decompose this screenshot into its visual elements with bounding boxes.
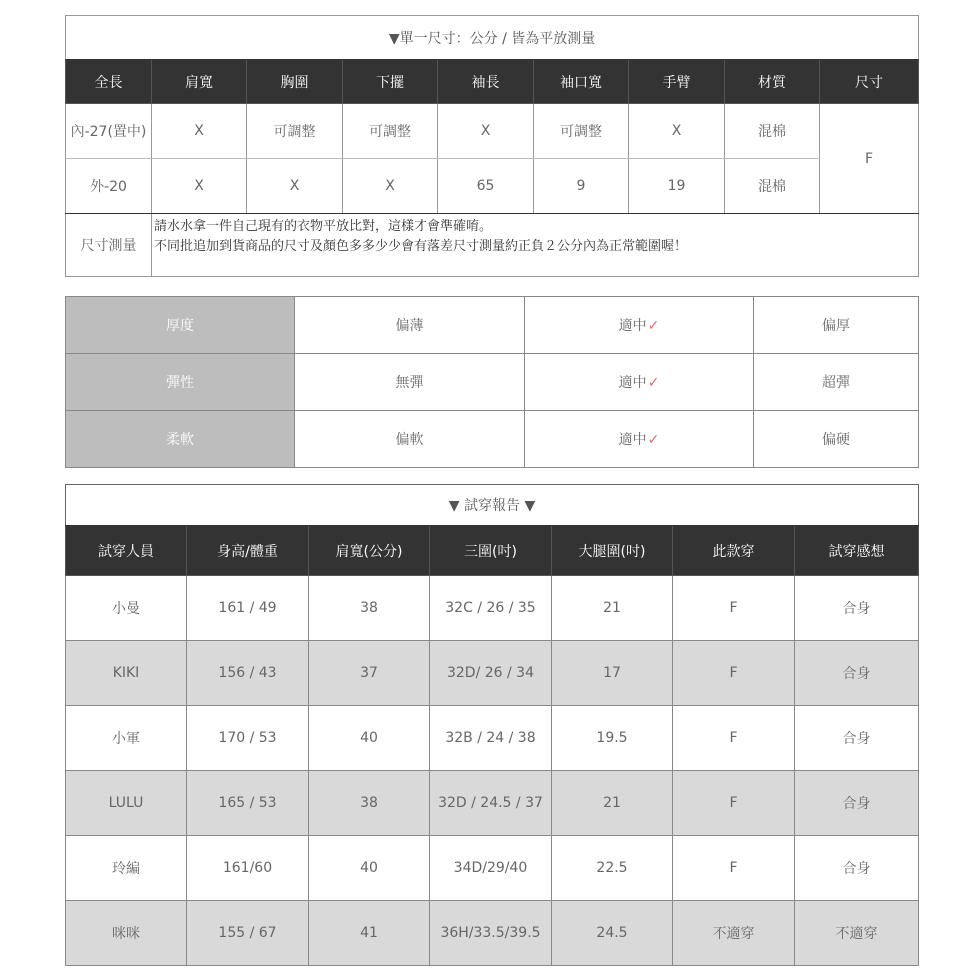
tryon-header-cell: 身高/體重 [187,526,309,576]
fabric-option-label: 適中 [618,375,647,391]
size-note-text [152,214,919,277]
size-cell: X [152,159,247,214]
fabric-option-label: 適中 [618,432,647,448]
tryon-cell: F [673,706,795,771]
tryon-cell: 21 [552,771,673,836]
fabric-table [65,296,919,468]
tryon-row [66,836,919,901]
tryon-row [66,901,919,966]
tryon-cell: 155 / 67 [187,901,309,966]
fabric-row-softness [66,411,919,468]
tryon-table [65,484,919,966]
size-header-cell: 下擺 [343,60,438,104]
size-cell: X [152,104,247,159]
fabric-option: 偏硬 [754,411,919,468]
tryon-cell: 玲編 [66,836,187,901]
size-cell: X [438,104,534,159]
tryon-cell: 合身 [795,641,919,706]
tryon-cell: 32C / 26 / 35 [430,576,552,641]
tryon-cell: 17 [552,641,673,706]
tryon-cell: F [673,836,795,901]
size-cell: 外-20 [66,159,152,214]
size-cell: 混棉 [725,104,820,159]
tryon-cell: 32D/ 26 / 34 [430,641,552,706]
fabric-row-thickness [66,297,919,354]
tryon-cell: 不適穿 [795,901,919,966]
size-header-cell: 袖口寬 [534,60,629,104]
tryon-header-cell: 肩寬(公分) [309,526,430,576]
size-header-cell: 手臂 [629,60,725,104]
size-table-row [66,159,919,214]
tryon-header-cell: 三圍(吋) [430,526,552,576]
tryon-cell: 咪咪 [66,901,187,966]
tryon-header-row [66,526,919,576]
size-header-cell: 胸圍 [247,60,343,104]
tryon-cell: LULU [66,771,187,836]
fabric-option: 偏厚 [754,297,919,354]
tryon-cell: 19.5 [552,706,673,771]
fabric-attribute: 厚度 [66,297,295,354]
tryon-cell: 合身 [795,771,919,836]
size-table [65,15,919,277]
size-cell: 可調整 [247,104,343,159]
size-header-cell: 肩寬 [152,60,247,104]
size-cell: 9 [534,159,629,214]
tryon-cell: 37 [309,641,430,706]
tryon-cell: F [673,641,795,706]
tryon-header-cell: 大腿圍(吋) [552,526,673,576]
fabric-row-elasticity [66,354,919,411]
tryon-cell: 40 [309,836,430,901]
tryon-cell: 不適穿 [673,901,795,966]
fabric-option: 偏軟 [295,411,525,468]
size-header-cell: 尺寸 [820,60,919,104]
tryon-cell: 32B / 24 / 38 [430,706,552,771]
tryon-cell: F [673,771,795,836]
tryon-cell: 小軍 [66,706,187,771]
tryon-header-cell: 試穿感想 [795,526,919,576]
tryon-header-cell: 試穿人員 [66,526,187,576]
tryon-cell: 36H/33.5/39.5 [430,901,552,966]
size-cell: X [343,159,438,214]
tryon-row [66,706,919,771]
tryon-cell: 40 [309,706,430,771]
fabric-option: 無彈 [295,354,525,411]
size-cell: X [629,104,725,159]
tryon-cell: 22.5 [552,836,673,901]
tryon-table-title: ▼ 試穿報告 ▼ [66,485,919,526]
size-header-cell: 材質 [725,60,820,104]
size-table-header-row [66,60,919,104]
tryon-cell: 合身 [795,576,919,641]
tryon-cell: 156 / 43 [187,641,309,706]
size-header-cell: 袖長 [438,60,534,104]
tryon-cell: 合身 [795,836,919,901]
size-cell: 65 [438,159,534,214]
fabric-attribute: 彈性 [66,354,295,411]
check-icon: ✓ [647,432,660,448]
size-note-row [66,214,919,277]
size-note-line: 請水水拿一件自己現有的衣物平放比對，這樣才會準確唷。 [154,219,493,234]
fabric-option-selected [525,354,754,411]
tryon-cell: KIKI [66,641,187,706]
size-note-label: 尺寸測量 [66,214,152,277]
tryon-cell: 小曼 [66,576,187,641]
tryon-cell: 34D/29/40 [430,836,552,901]
size-table-row [66,104,919,159]
fabric-option-selected [525,411,754,468]
tryon-cell: 161 / 49 [187,576,309,641]
tryon-cell: 合身 [795,706,919,771]
tryon-cell: 32D / 24.5 / 37 [430,771,552,836]
tryon-cell: 21 [552,576,673,641]
tryon-cell: 38 [309,771,430,836]
tryon-cell: F [673,576,795,641]
size-value-cell: F [820,104,919,214]
tryon-cell: 24.5 [552,901,673,966]
fabric-option: 偏薄 [295,297,525,354]
tryon-row [66,771,919,836]
size-cell: X [247,159,343,214]
size-cell: 19 [629,159,725,214]
check-icon: ✓ [647,318,660,334]
size-cell: 可調整 [343,104,438,159]
size-table-title: ▼單一尺寸：公分 / 皆為平放測量 [66,16,919,60]
tryon-cell: 38 [309,576,430,641]
size-cell: 混棉 [725,159,820,214]
size-note-line: 不同批追加到貨商品的尺寸及顏色多多少少會有落差尺寸測量約正負２公分內為正常範圍喔！ [154,239,688,254]
tryon-row [66,576,919,641]
size-cell: 內-27(置中) [66,104,152,159]
fabric-attribute: 柔軟 [66,411,295,468]
size-cell: 可調整 [534,104,629,159]
check-icon: ✓ [647,375,660,391]
tryon-header-cell: 此款穿 [673,526,795,576]
tryon-cell: 165 / 53 [187,771,309,836]
tryon-cell: 41 [309,901,430,966]
fabric-option-selected [525,297,754,354]
tryon-cell: 161/60 [187,836,309,901]
size-header-cell: 全長 [66,60,152,104]
fabric-option: 超彈 [754,354,919,411]
fabric-option-label: 適中 [618,318,647,334]
tryon-cell: 170 / 53 [187,706,309,771]
tryon-row [66,641,919,706]
